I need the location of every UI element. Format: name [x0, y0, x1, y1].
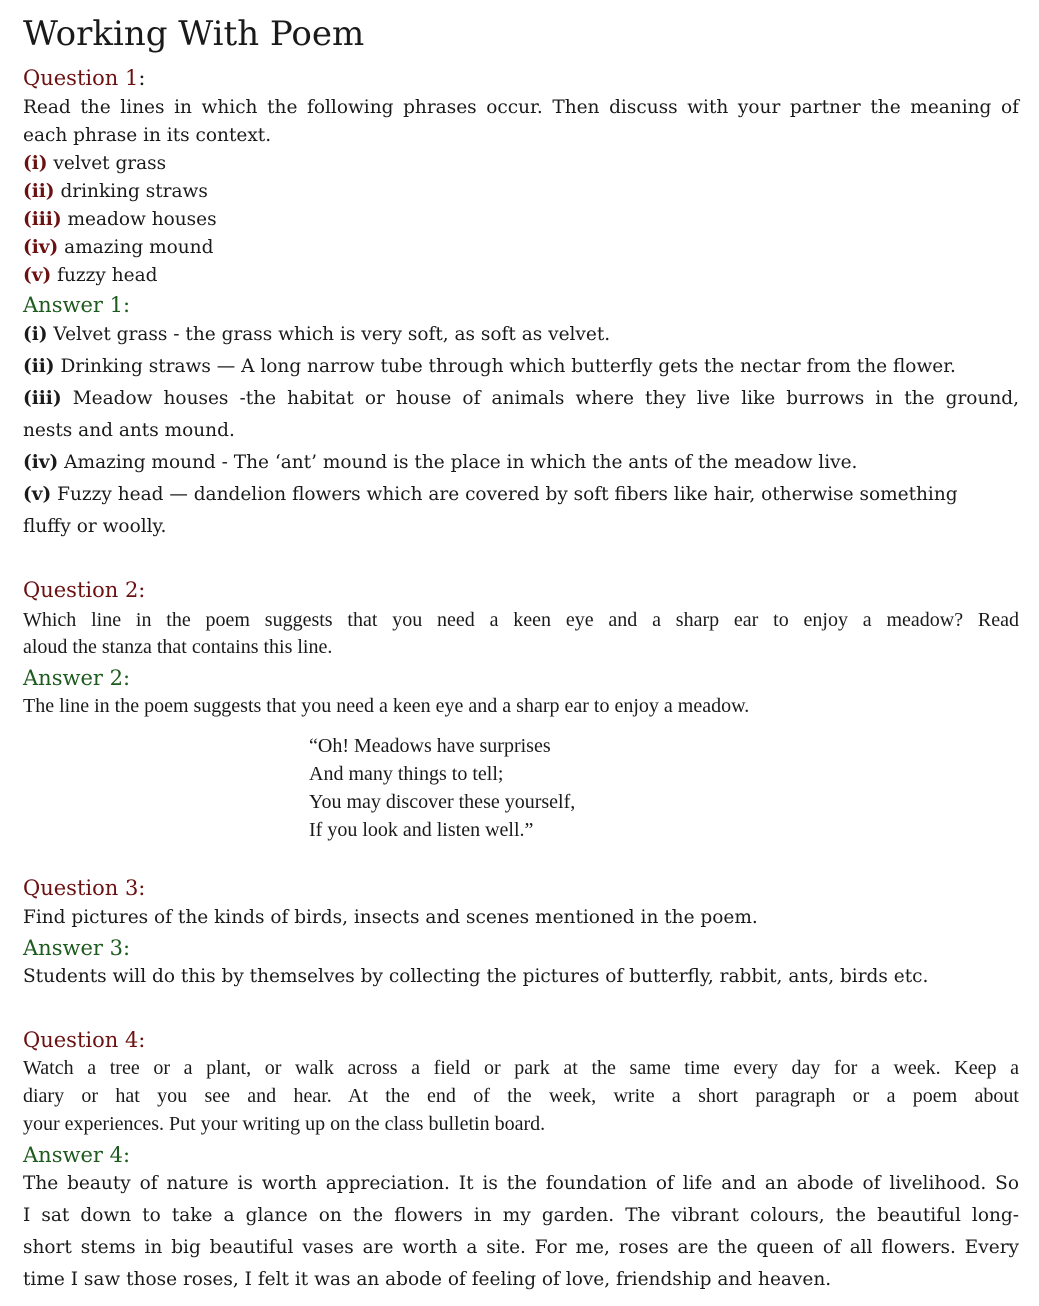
item-text: Meadow houses -the habitat or house of animals where they live like burrows in the ground,	[61, 388, 1019, 409]
page-title: Working With Poem	[23, 14, 365, 54]
answer-1-line	[23, 452, 1019, 473]
poem-line: And many things to tell;	[309, 763, 504, 785]
question-3-text: Find pictures of the kinds of birds, insects and scenes mentioned in the poem.	[23, 907, 758, 928]
item-text: Amazing mound - The ‘ant’ mound is the place in which the ants of the meadow live.	[58, 452, 858, 473]
answer-2-text: The line in the poem suggests that you need a keen eye and a sharp ear to enjoy a meadow.	[23, 695, 750, 717]
item-text: drinking straws	[54, 181, 208, 202]
question-4-heading: Question 4:	[23, 1028, 146, 1052]
item-number: (iv)	[23, 452, 59, 473]
question-1-item	[23, 181, 1019, 202]
question-4-text-line-2: diary or hat you see and hear. At the end of the week, write a short paragraph or a poem about	[23, 1085, 1019, 1107]
item-text: meadow houses	[61, 209, 217, 230]
answer-4-heading: Answer 4:	[23, 1143, 131, 1167]
poem-line: “Oh! Meadows have surprises	[309, 735, 551, 757]
question-3-heading: Question 3:	[23, 876, 146, 900]
question-1-label: Question 1	[23, 66, 139, 90]
item-number: (v)	[23, 265, 52, 286]
item-number: (iv)	[23, 237, 59, 258]
question-4-text-line-1: Watch a tree or a plant, or walk across a field or park at the same time every day for a week. Keep a	[23, 1057, 1019, 1079]
answer-4-text-line-1: The beauty of nature is worth appreciation. It is the foundation of life and an abode of livelihood. So	[23, 1173, 1019, 1194]
item-number: (iii)	[23, 388, 62, 409]
item-text: nests and ants mound.	[23, 420, 235, 441]
question-1-text-line-1: Read the lines in which the following phrases occur. Then discuss with your partner the meaning of	[23, 97, 1019, 118]
item-text: Fuzzy head — dandelion flowers which are covered by soft fibers like hair, otherwise something	[51, 484, 958, 505]
question-1-item	[23, 209, 1019, 230]
question-1-text-line-2: each phrase in its context.	[23, 125, 272, 146]
item-text: fuzzy head	[51, 265, 158, 286]
item-text: velvet grass	[47, 153, 167, 174]
item-number: (iii)	[23, 209, 62, 230]
item-text: fluffy or woolly.	[23, 516, 167, 537]
poem-line: If you look and listen well.”	[309, 819, 534, 841]
question-2-text-line-1: Which line in the poem suggests that you need a keen eye and a sharp ear to enjoy a meadow? Read	[23, 609, 1019, 631]
item-number: (i)	[23, 324, 48, 345]
item-number: (ii)	[23, 181, 55, 202]
answer-1-line	[23, 356, 1019, 377]
answer-1-heading: Answer 1:	[23, 293, 131, 317]
question-1-item	[23, 265, 1019, 286]
item-number: (i)	[23, 153, 48, 174]
question-2-text-line-2: aloud the stanza that contains this line.	[23, 636, 333, 658]
answer-3-heading: Answer 3:	[23, 936, 131, 960]
answer-3-text: Students will do this by themselves by collecting the pictures of butterfly, rabbit, ants, birds etc.	[23, 966, 929, 987]
answer-1-line	[23, 484, 1019, 505]
question-1-heading: Question 1:	[23, 66, 146, 90]
answer-1-line	[23, 388, 1019, 409]
item-text: Velvet grass - the grass which is very soft, as soft as velvet.	[47, 324, 611, 345]
answer-2-heading: Answer 2:	[23, 666, 131, 690]
answer-4-text-line-2: I sat down to take a glance on the flowers in my garden. The vibrant colours, the beautiful long-	[23, 1205, 1019, 1226]
answer-1-line	[23, 420, 1019, 441]
answer-4-text-line-3: short stems in big beautiful vases are worth a site. For me, roses are the queen of all flowers. Every	[23, 1237, 1019, 1258]
answer-1-line	[23, 324, 1019, 345]
item-text: Drinking straws — A long narrow tube through which butterfly gets the nectar from the flower.	[54, 356, 956, 377]
answer-4-text-line-4: time I saw those roses, I felt it was an abode of feeling of love, friendship and heaven.	[23, 1269, 832, 1290]
question-1-item	[23, 153, 1019, 174]
item-text: amazing mound	[58, 237, 214, 258]
question-1-item	[23, 237, 1019, 258]
question-2-heading: Question 2:	[23, 578, 146, 602]
item-number: (v)	[23, 484, 52, 505]
answer-1-line	[23, 516, 1019, 537]
question-4-text-line-3: your experiences. Put your writing up on the class bulletin board.	[23, 1113, 546, 1135]
item-number: (ii)	[23, 356, 55, 377]
poem-line: You may discover these yourself,	[309, 791, 576, 813]
